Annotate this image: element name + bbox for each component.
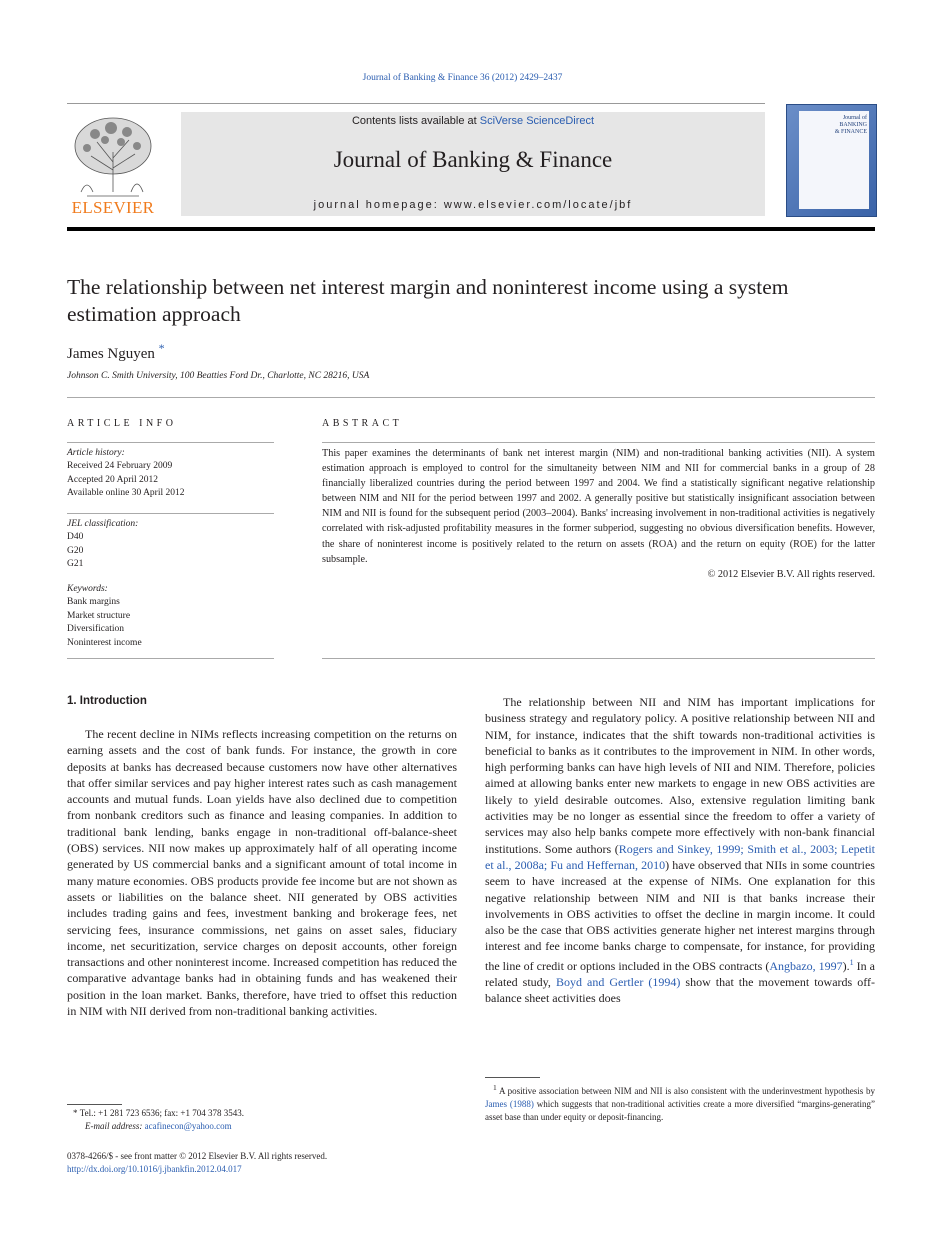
jel-code: G21 xyxy=(67,559,84,570)
author-footnote-mark[interactable]: * xyxy=(158,341,165,355)
history-received: Received 24 February 2009 xyxy=(67,461,173,472)
jel-rule xyxy=(67,513,274,514)
front-matter xyxy=(67,1150,487,1176)
article-info-heading: ARTICLE INFO xyxy=(67,418,177,429)
author-affiliation: Johnson C. Smith University, 100 Beatties Ford Dr., Charlotte, NC 28216, USA xyxy=(67,371,370,381)
journal-citation[interactable]: Journal of Banking & Finance 36 (2012) 2429–2437 xyxy=(362,73,563,83)
text-run: ). xyxy=(842,958,850,973)
journal-banner xyxy=(181,112,765,216)
article-info-rule xyxy=(67,442,274,443)
text-run: ) have observed that NIIs in some countries seem to have increased at the expense of NIMs. One explanation for this negative relationship between NIM and NII is that banks increase their involvements in OBS activities to offset the decline in margin income. It could also be the case that OBS activities generate higher net interest margins through interest and fee income banks charge to compensate, for instance, for providing the line of credit or options included in the OBS contracts ( xyxy=(485,857,875,973)
citation-link[interactable]: Angbazo, 1997 xyxy=(769,958,843,973)
sciencedirect-link[interactable]: SciVerse ScienceDirect xyxy=(479,115,595,127)
cover-line-3: & FINANCE xyxy=(834,129,867,135)
citation-link[interactable]: James (1988) xyxy=(485,1099,534,1109)
abstract-text: This paper examines the determinants of bank net interest margin (NIM) and non-traditional banking activities (NII). A system estimation approach is employed to control for the simultaneity between NIM and NII for commercial banks in a group of 28 financially liberalized countries during the period between 1997 and 2004. We find a statistically significant negative relationship between NIM and NII for the period between 1997 and 2002. A generally positive but statistically insignificant association between NIM and NII is found for the subsequent period (2003–2004). Banks' increasing involvement in non-traditional activities is negatively correlated with risk-adjusted profitability measures in the former subperiod, suggesting no obvious diversification benefits. However, the share of noninterest income is positively related to the return on assets (ROA) and the return on equity (ROE) for the latter subsample. xyxy=(322,448,875,565)
jel-label: JEL classification: xyxy=(67,519,139,529)
keywords-label: Keywords: xyxy=(67,584,108,594)
citation-link[interactable]: Boyd and Gertler (1994) xyxy=(555,975,681,990)
email-link[interactable]: acafinecon@yahoo.com xyxy=(144,1121,232,1131)
fn1-mark: 1 xyxy=(493,1083,497,1092)
masthead-rule xyxy=(67,227,875,231)
article-history xyxy=(67,447,274,501)
text-run: which suggests that non-traditional activities create a more diversified “margins-generating” asset base than under equity or deposit-financing. xyxy=(485,1099,876,1122)
elsevier-wordmark: ELSEVIER xyxy=(71,198,155,217)
info-top-rule xyxy=(67,397,875,398)
text-run: The relationship between NII and NIM has important implications for business strategy and regulatory policy. A positive relationship between NII and NIM, for instance, indicates that the shift towards non-traditional activities is beneficial to banks as it contributes to the improvement in NIM. In other words, high performing banks can have high levels of NII and NIM. Therefore, policies aimed at allowing banks enter new markets to engage in new OBS activities are likely to yield desirable outcomes. Also, extensive regulation limiting bank activities may be no longer as essential since the freedom to offer a variety of services may also help banks compete more effectively with non-bank financial institutions. Some authors ( xyxy=(485,695,875,856)
corresponding-author-footnote xyxy=(67,1107,457,1133)
header-divider xyxy=(67,103,765,104)
cover-line-1: Journal of xyxy=(842,115,867,121)
keywords-bottom-rule xyxy=(67,658,274,659)
abstract-heading: ABSTRACT xyxy=(322,418,403,429)
abstract-rule xyxy=(322,442,875,443)
abstract-bottom-rule xyxy=(322,658,875,659)
history-accepted: Accepted 20 April 2012 xyxy=(67,474,159,485)
jel-classification xyxy=(67,518,274,572)
intro-paragraph-2 xyxy=(485,694,875,1007)
keywords xyxy=(67,583,274,650)
article-title: The relationship between net interest margin and noninterest income using a system estimation approach xyxy=(67,275,789,326)
keyword: Market structure xyxy=(67,610,131,621)
journal-cover-thumbnail xyxy=(786,104,877,217)
author-line xyxy=(67,341,165,363)
corr-mark: * xyxy=(73,1108,78,1118)
footnote-rule-right xyxy=(485,1077,540,1078)
corr-contact: Tel.: +1 281 723 6536; fax: +1 704 378 3543. xyxy=(79,1108,245,1118)
history-label: Article history: xyxy=(67,448,125,458)
contents-prefix: Contents lists available at xyxy=(351,115,477,127)
issn-line: 0378-4266/$ - see front matter © 2012 Elsevier B.V. All rights reserved. xyxy=(67,1151,328,1161)
keyword: Noninterest income xyxy=(67,637,142,648)
keyword: Diversification xyxy=(67,624,124,635)
keyword: Bank margins xyxy=(67,597,120,608)
footnote-1 xyxy=(485,1081,875,1124)
text-run: In a related study, xyxy=(485,958,875,990)
author-name: James Nguyen xyxy=(67,346,155,362)
body-column-right xyxy=(485,694,875,1007)
text-run: A positive association between NIM and NII is also consistent with the underinvestment hypothesis by xyxy=(498,1086,875,1096)
jel-code: G20 xyxy=(67,545,84,556)
jel-code: D40 xyxy=(67,532,84,543)
email-label: E-mail address: xyxy=(85,1121,143,1131)
abstract-copyright: © 2012 Elsevier B.V. All rights reserved. xyxy=(707,568,875,580)
intro-paragraph-1: The recent decline in NIMs reflects increasing competition on the returns on earning assets and the cost of bank funds. For instance, the growth in core deposits at banks has decreased because customers now have other alternatives that offer similar services and pay higher interest rates such as cash management accounts and mutual funds. Loan yields have also declined due to competition from nonbank creditors such as finance and leasing companies. In addition to traditional bank lending, banks engage in non-traditional off-balance-sheet (OBS) services. NII now makes up approximately half of all operating income generated by US commercial banks and a significant amount of total income in many mature economies. OBS products provide fee income but are not shown as assets or liabilities on the balance sheet. NII generated by OBS activities includes trading gains and fees, investment banking and brokerage fees, net servicing fees, insurance commissions, net gains on asset sales, fiduciary income, net securitization, service charges on deposit accounts, other foreign transactions and other noninterest income. Increased competition has reduced the comparative advantage banks had in obtaining funds and has weakened their position in the loan market. Banks, therefore, have tried to offset this reduction in NIM with NII derived from non-traditional banking activities. xyxy=(67,727,457,1019)
section-heading-introduction: 1. Introduction xyxy=(67,695,147,707)
history-online: Available online 30 April 2012 xyxy=(67,488,185,499)
journal-title: Journal of Banking & Finance xyxy=(333,147,613,172)
journal-homepage[interactable]: journal homepage: www.elsevier.com/locate/jbf xyxy=(313,199,633,211)
cover-line-2: BANKING xyxy=(839,122,867,128)
body-column-left xyxy=(67,726,457,1019)
citation-link[interactable]: Rogers and Sinkey, 1999; Smith et al., 2003; Lepetit et al., 2008a; Fu and Heffernan, 2010 xyxy=(485,841,875,872)
text-run: show that the movement towards off-balance sheet activities does xyxy=(485,975,875,1006)
footnote-ref[interactable]: 1 xyxy=(849,957,854,967)
contents-line xyxy=(181,115,765,127)
footnote-rule-left xyxy=(67,1104,122,1105)
abstract-body xyxy=(322,446,875,582)
doi-link[interactable]: http://dx.doi.org/10.1016/j.jbankfin.2012.04.017 xyxy=(67,1164,242,1174)
